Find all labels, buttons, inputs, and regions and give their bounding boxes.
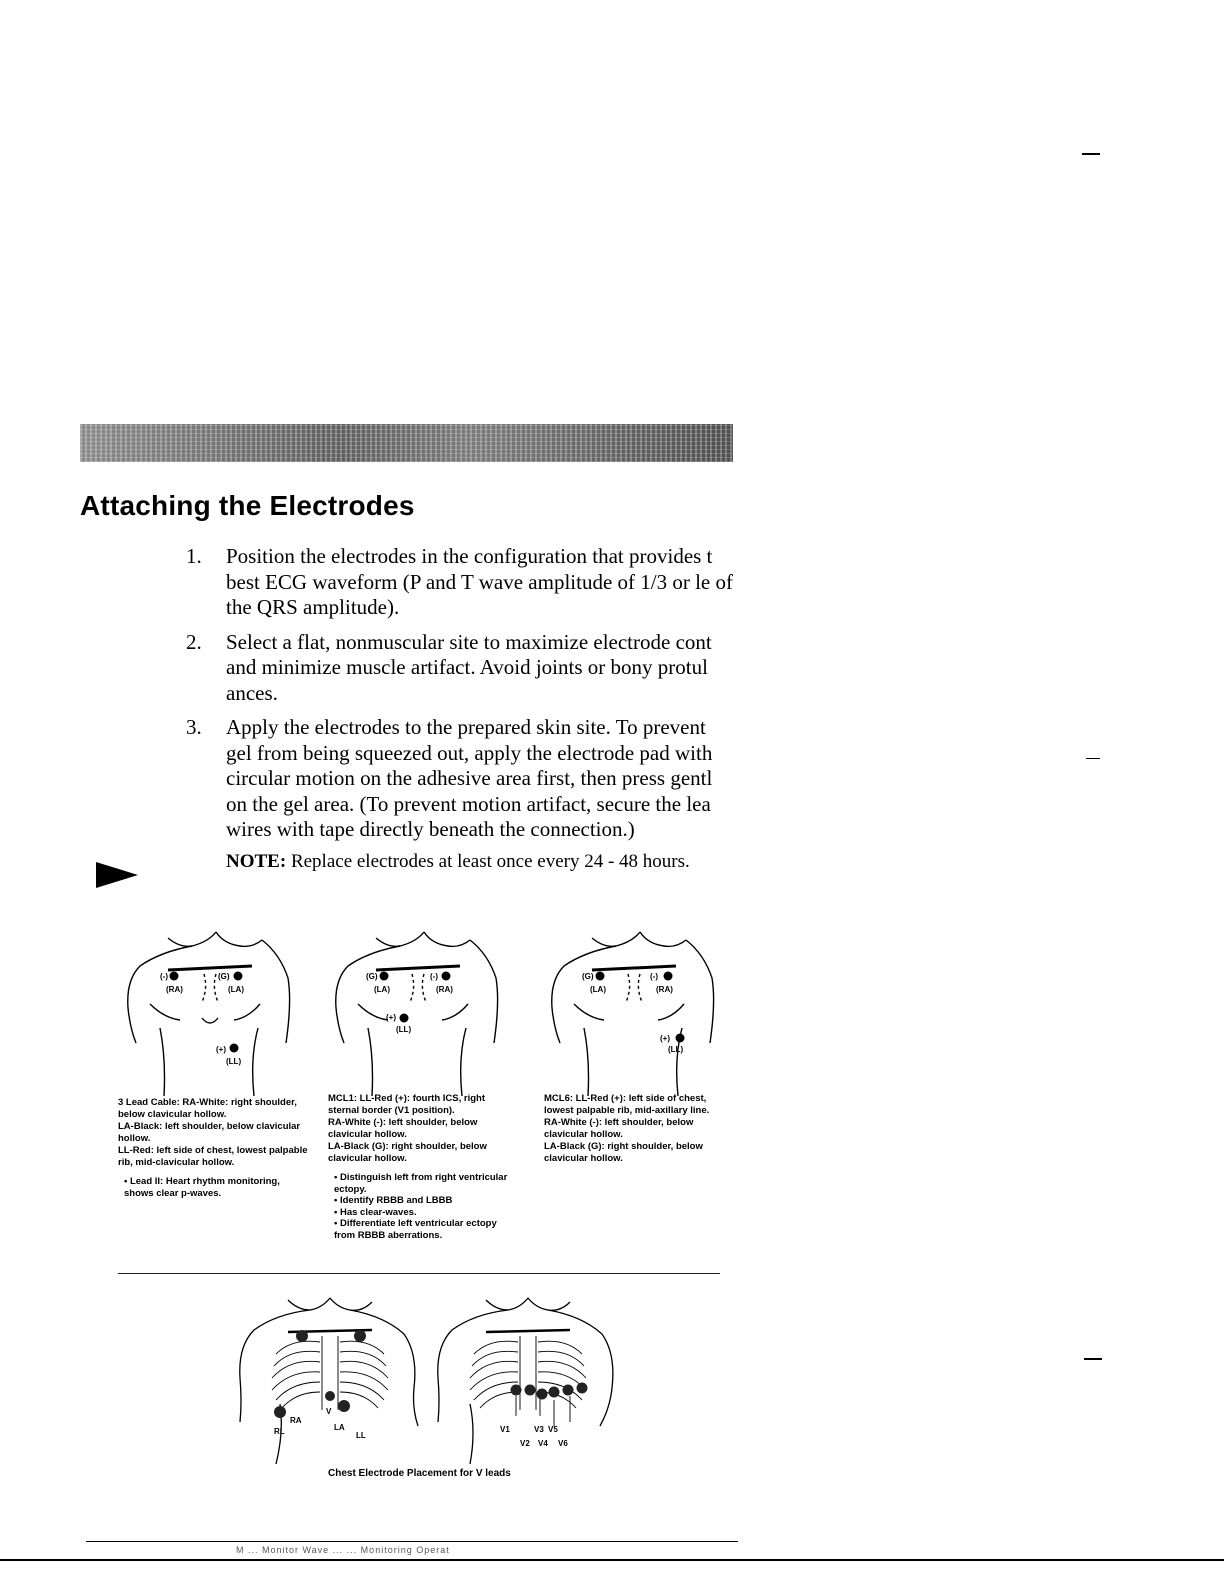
electrode-v6 <box>577 1383 588 1394</box>
caption-line: LL-Red: left side of chest, lowest palpable rib, mid-clavicular hollow. <box>118 1145 308 1168</box>
electrode-figure-mcl6 <box>544 918 724 1096</box>
torso-diagram <box>544 918 724 1096</box>
step-text: Select a flat, nonmuscular site to maximize electrode cont and minimize muscle artifact. Avoid joints or bony protul ances. <box>226 629 712 705</box>
footer-rule <box>86 1541 738 1542</box>
electrode-ra <box>170 972 179 981</box>
electrode-name: (LA) <box>374 985 390 994</box>
electrode-sign: (-) <box>430 972 438 981</box>
caption-bullet: • Has clear-waves. <box>334 1206 417 1218</box>
electrode-name: (LA) <box>228 985 244 994</box>
electrode-v5 <box>563 1385 574 1396</box>
electrode-v2 <box>525 1385 536 1396</box>
caption-line: LA-Black (G): right shoulder, below clavicular hollow. <box>544 1141 703 1164</box>
electrode-sign: (-) <box>160 972 168 981</box>
lead-label: V3 <box>534 1425 544 1434</box>
caption-line: LA-Black (G): right shoulder, below clavicular hollow. <box>328 1141 487 1164</box>
electrode-sign: (G) <box>366 972 378 981</box>
electrode-ll <box>400 1014 409 1023</box>
electrode-name: (RA) <box>436 985 453 994</box>
note-label: NOTE: <box>226 851 287 872</box>
electrode-la <box>234 972 243 981</box>
lead-label: LL <box>356 1431 366 1440</box>
electrode-ra <box>664 972 673 981</box>
figure-caption <box>544 1093 734 1165</box>
caption-line: LA-Black: left shoulder, below clavicular hollow. <box>118 1121 301 1144</box>
electrode-v <box>325 1391 335 1401</box>
electrode-v3 <box>537 1389 548 1400</box>
step-number: 1. <box>186 544 202 568</box>
lead-label: V6 <box>558 1439 568 1448</box>
note <box>226 851 690 873</box>
chest-figure-limb-leads <box>232 1292 422 1464</box>
caption-bullet: • Identify RBBB and LBBB <box>334 1195 453 1206</box>
lead-label: V5 <box>548 1425 558 1434</box>
electrode-name: (RA) <box>166 985 183 994</box>
caption-line: 3 Lead Cable: RA-White: right shoulder, below clavicular hollow. <box>118 1097 297 1120</box>
electrode-la <box>380 972 389 981</box>
torso-diagram <box>120 918 300 1096</box>
electrode-ll <box>230 1044 239 1053</box>
margin-mark <box>1086 758 1100 759</box>
steps-list <box>186 544 734 852</box>
electrode-sign: (+) <box>386 1013 396 1022</box>
caption-bullets <box>328 1172 518 1241</box>
step-number: 3. <box>186 715 202 739</box>
step-text: Apply the electrodes to the prepared skin site. To prevent gel from being squeezed out, apply the electrode pad with circular motion on the adhesive area first, then press gentl on the gel area. (To prevent motion artifact, secure the lea wires with tape directly beneath the connection.) <box>226 715 713 841</box>
ribcage-diagram <box>430 1292 620 1464</box>
margin-mark <box>1082 153 1100 155</box>
caption-bullet: • Distinguish left from right ventricular ectopy. <box>334 1172 508 1195</box>
page-title: Attaching the Electrodes <box>80 490 415 521</box>
lead-label: V4 <box>538 1439 548 1448</box>
electrode-la <box>596 972 605 981</box>
electrode-sign: (+) <box>660 1034 670 1043</box>
caption-bullet: • Lead II: Heart rhythm monitoring, shows clear p-waves. <box>124 1176 280 1199</box>
electrode-v1 <box>511 1385 522 1396</box>
electrode-sign: (+) <box>216 1045 226 1054</box>
lead-label: V <box>326 1407 332 1416</box>
electrode-ra <box>442 972 451 981</box>
note-text: Replace electrodes at least once every 24 - 48 hours. <box>290 851 690 872</box>
chest-figure-v-leads <box>430 1292 620 1464</box>
step-number: 2. <box>186 629 202 654</box>
electrode-ll <box>338 1400 350 1412</box>
figure-divider <box>118 1273 720 1274</box>
caption-line: RA-White (-): left shoulder, below clavicular hollow. <box>328 1117 478 1140</box>
electrode-rl <box>274 1406 286 1418</box>
electrode-ll <box>676 1034 685 1043</box>
step-item <box>186 544 734 621</box>
electrode-name: (LL) <box>668 1045 684 1054</box>
electrode-name: (LL) <box>396 1025 412 1034</box>
electrode-figure-lead-ii <box>120 918 300 1096</box>
electrode-v4 <box>549 1387 560 1398</box>
chest-caption: Chest Electrode Placement for V leads <box>328 1468 511 1479</box>
figure-caption <box>118 1097 308 1199</box>
electrode-sign: (G) <box>218 972 230 981</box>
step-item <box>186 715 734 843</box>
electrode-name: (RA) <box>656 985 673 994</box>
electrode-name: (LA) <box>590 985 606 994</box>
lead-label: RA <box>290 1416 302 1425</box>
electrode-la <box>354 1330 366 1342</box>
lead-label: LA <box>334 1423 345 1432</box>
caption-bullet: • Differentiate left ventricular ectopy from RBBB aberrations. <box>334 1218 497 1241</box>
step-text: Position the electrodes in the configuration that provides t best ECG waveform (P and T wave amplitude of 1/3 or le of the QRS amplitude). <box>226 544 733 619</box>
caption-line: MCL6: LL-Red (+): left side of chest, lowest palpable rib, mid-axillary line. <box>544 1093 710 1116</box>
step-item <box>186 630 734 707</box>
electrode-sign: (-) <box>650 972 658 981</box>
torso-diagram <box>328 918 508 1096</box>
lead-label: V1 <box>500 1425 510 1434</box>
page-bottom-rule <box>0 1559 1224 1561</box>
electrode-name: (LL) <box>226 1057 242 1066</box>
caption-line: RA-White (-): left shoulder, below clavicular hollow. <box>544 1117 694 1140</box>
ribcage-diagram <box>232 1292 422 1464</box>
margin-mark <box>1084 1358 1102 1360</box>
lead-label: RL <box>274 1427 285 1436</box>
lead-label: V2 <box>520 1439 530 1448</box>
electrode-sign: (G) <box>582 972 594 981</box>
electrode-ra <box>296 1330 308 1342</box>
caption-line: MCL1: LL-Red (+): fourth ICS, right sternal border (V1 position). <box>328 1093 485 1116</box>
figure-caption <box>328 1093 518 1241</box>
footer-text: M ... Monitor Wave ... ... Monitoring Operat <box>236 1545 450 1555</box>
caption-bullets <box>118 1176 308 1199</box>
electrode-figure-mcl1 <box>328 918 508 1096</box>
note-arrow-icon <box>96 862 138 888</box>
section-header-bar <box>80 424 733 462</box>
